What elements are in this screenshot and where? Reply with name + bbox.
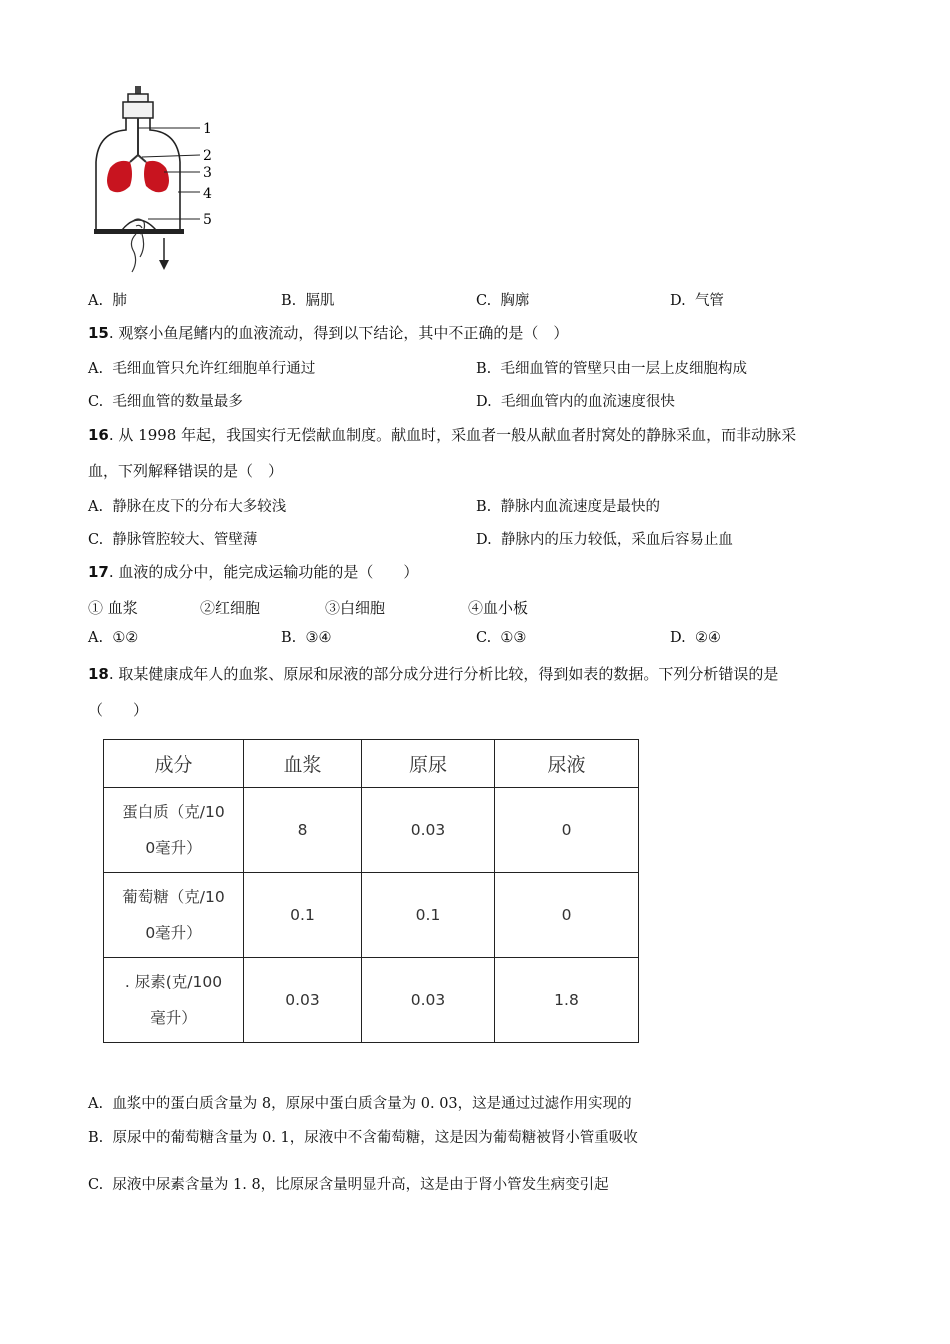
q17-item-1: ① 血浆 (88, 599, 138, 617)
option-text: 毛细血管内的血流速度很快 (500, 394, 675, 410)
row-label-line: 0毫升） (145, 839, 202, 857)
figure-label-3: 3 (203, 165, 212, 181)
figure-label-4: 4 (203, 186, 212, 202)
row-label-line: 蛋白质（克/10 (122, 803, 225, 821)
q15-stem (88, 322, 568, 343)
question-number: 17 (88, 563, 109, 581)
option-text: 气管 (694, 293, 724, 309)
base-plate (94, 229, 184, 234)
option-letter: C. (476, 630, 492, 646)
option-letter: B. (281, 293, 297, 309)
question-text: . 观察小鱼尾鳍内的血液流动，得到以下结论，其中不正确的是（ ） (108, 324, 569, 342)
q16-option-d[interactable] (476, 528, 733, 549)
table-row (104, 958, 639, 1043)
q14-option-d[interactable] (670, 289, 724, 310)
q15-option-b[interactable] (476, 357, 747, 378)
row-label-line: . 尿素(克/100 (124, 973, 223, 991)
option-letter: B. (88, 1130, 104, 1146)
question-text: . 取某健康成年人的血浆、原尿和尿液的部分成分进行分析比较，得到如表的数据。下列分析错误的是 (108, 665, 779, 683)
q16-stem-line-1 (88, 424, 796, 445)
option-letter: C. (88, 1177, 104, 1193)
row-label-line: 毫升） (150, 1009, 197, 1027)
q17-option-a[interactable] (88, 630, 138, 646)
question-number: 18 (88, 665, 109, 683)
q15-option-d[interactable] (476, 390, 675, 411)
q17-option-c[interactable] (476, 630, 526, 646)
right-lung (144, 161, 169, 192)
table-cell: 8 (244, 788, 362, 873)
option-text: 膈肌 (305, 293, 335, 309)
option-letter: C. (88, 532, 104, 548)
q14-option-b[interactable] (281, 289, 334, 310)
q17-option-b[interactable] (281, 630, 331, 646)
stopper-cap (128, 94, 148, 102)
figure-label-1: 1 (203, 121, 212, 137)
option-letter: A. (88, 630, 104, 646)
q14-option-c[interactable] (476, 289, 529, 310)
question-number: 16 (88, 426, 109, 444)
q17-item-4: ④血小板 (468, 599, 529, 617)
option-text: 毛细血管的管壁只由一层上皮细胞构成 (500, 361, 747, 377)
q18-stem-line-2: （ ） (88, 701, 149, 719)
q16-stem-line-2: 血，下列解释错误的是（ ） (88, 462, 284, 480)
option-letter: A. (88, 293, 104, 309)
question-text: . 血液的成分中，能完成运输功能的是（ ） (108, 563, 419, 581)
q18-stem-line-1 (88, 663, 778, 684)
option-letter: B. (476, 499, 492, 515)
option-letter: D. (476, 394, 492, 410)
figure-label-2: 2 (203, 148, 212, 164)
table-header-cell: 血浆 (244, 740, 362, 788)
option-letter: B. (476, 361, 492, 377)
table-row-header (104, 788, 244, 873)
option-text: 毛细血管只允许红细胞单行通过 (112, 361, 316, 377)
q17-option-d[interactable] (670, 630, 721, 646)
table-header-cell: 成分 (104, 740, 244, 788)
option-text: ①③ (500, 630, 527, 646)
table-row-header (104, 958, 244, 1043)
table-header-cell: 尿液 (495, 740, 639, 788)
q17-stem (88, 561, 418, 582)
q15-option-a[interactable] (88, 357, 315, 378)
row-label-line: 0毫升） (145, 924, 202, 942)
row-label-line: 葡萄糖（克/10 (122, 888, 225, 906)
q17-item-3: ③白细胞 (325, 599, 386, 617)
table-header-cell: 原尿 (362, 740, 495, 788)
table-row (104, 788, 639, 873)
option-text: 尿液中尿素含量为 1. 8，比原尿含量明显升高，这是由于肾小管发生病变引起 (112, 1177, 609, 1193)
table-cell: 0 (495, 873, 639, 958)
question-number: 15 (88, 324, 109, 342)
option-text: 胸廓 (500, 293, 530, 309)
q14-option-a[interactable] (88, 289, 127, 310)
option-letter: A. (88, 499, 104, 515)
option-letter: D. (476, 532, 492, 548)
option-text: 静脉管腔较大、管壁薄 (112, 532, 258, 548)
bell-jar-lung-model-figure (88, 82, 228, 282)
q16-option-c[interactable] (88, 528, 257, 549)
option-text: 肺 (112, 293, 127, 309)
table-cell: 0.03 (362, 788, 495, 873)
option-letter: A. (88, 361, 104, 377)
option-text: 静脉内的压力较低，采血后容易止血 (500, 532, 733, 548)
table-row (104, 873, 639, 958)
figure-label-5: 5 (203, 212, 212, 228)
table-cell: 0.03 (244, 958, 362, 1043)
pull-string (131, 234, 143, 272)
q18-option-c[interactable] (88, 1173, 609, 1194)
option-text: 毛细血管的数量最多 (112, 394, 243, 410)
table-cell: 0.1 (362, 873, 495, 958)
option-text: ②④ (694, 630, 721, 646)
q17-item-2: ②红细胞 (200, 599, 261, 617)
option-letter: C. (88, 394, 104, 410)
option-letter: D. (670, 293, 686, 309)
option-text: ①② (112, 630, 139, 646)
option-letter: B. (281, 630, 297, 646)
left-lung (107, 161, 132, 192)
bronchi (130, 155, 146, 162)
table-row-header (104, 873, 244, 958)
table-cell: 0.03 (362, 958, 495, 1043)
q16-option-a[interactable] (88, 495, 286, 516)
q18-option-a[interactable] (88, 1092, 632, 1113)
table-header-row (104, 740, 639, 788)
option-letter: C. (476, 293, 492, 309)
stopper-body (123, 102, 153, 118)
down-arrow-head (159, 260, 169, 270)
q18-option-b[interactable] (88, 1126, 638, 1147)
table-cell: 1.8 (495, 958, 639, 1043)
option-text: 血浆中的蛋白质含量为 8，原尿中蛋白质含量为 0. 03，这是通过过滤作用实现的 (112, 1096, 632, 1112)
option-text: 原尿中的葡萄糖含量为 0. 1，尿液中不含葡萄糖，这是因为葡萄糖被肾小管重吸收 (112, 1130, 638, 1146)
table-cell: 0.1 (244, 873, 362, 958)
composition-table (103, 739, 639, 1043)
q15-option-c[interactable] (88, 390, 243, 411)
question-text: . 从 1998 年起，我国实行无偿献血制度。献血时，采血者一般从献血者肘窝处的静脉采血，而非动脉采 (108, 426, 797, 444)
leader-line-2 (142, 155, 200, 157)
option-letter: A. (88, 1096, 104, 1112)
option-letter: D. (670, 630, 686, 646)
option-text: 静脉在皮下的分布大多较浅 (112, 499, 287, 515)
q16-option-b[interactable] (476, 495, 660, 516)
option-text: 静脉内血流速度是最快的 (500, 499, 660, 515)
option-text: ③④ (305, 630, 332, 646)
table-cell: 0 (495, 788, 639, 873)
